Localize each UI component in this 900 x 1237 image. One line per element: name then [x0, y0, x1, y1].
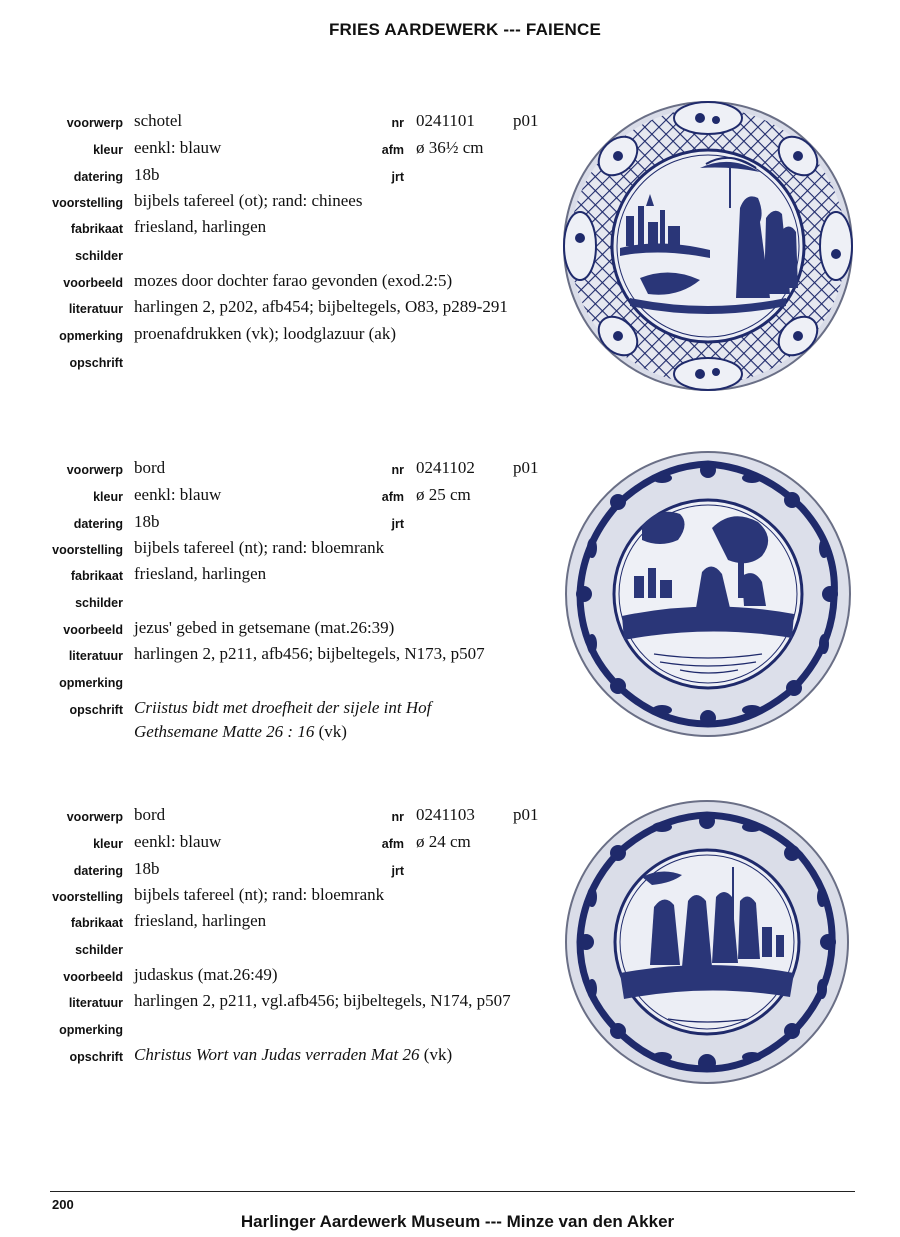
value-voorbeeld: mozes door dochter farao gevonden (exod.2:5) [134, 271, 453, 290]
label-voorwerp: voorwerp [66, 810, 123, 824]
plate-photo-judaskus [562, 797, 852, 1087]
label-opschrift: opschrift [69, 356, 123, 370]
value-voorwerp: schotel [134, 111, 183, 130]
value-opschrift-line-2 [134, 722, 347, 742]
label-afm: afm [381, 837, 404, 851]
value-voorbeeld: jezus' gebed in getsemane (mat.26:39) [134, 618, 395, 637]
label-literatuur: literatuur [68, 996, 123, 1010]
value-nr: 0241102 [416, 458, 475, 477]
value-opschrift [134, 1045, 452, 1065]
value-page-ref: p01 [513, 805, 539, 824]
label-voorwerp: voorwerp [66, 463, 123, 477]
value-fabrikaat: friesland, harlingen [134, 911, 267, 930]
label-voorstelling: voorstelling [52, 196, 123, 210]
opschrift-suffix: (vk) [318, 722, 347, 741]
page-footer: Harlinger Aardewerk Museum --- Minze van den Akker [240, 1212, 675, 1231]
plate-photo-moses [560, 98, 856, 394]
page-header: FRIES AARDEWERK --- FAIENCE [328, 20, 602, 39]
label-voorbeeld: voorbeeld [63, 623, 123, 637]
label-kleur: kleur [93, 837, 123, 851]
label-fabrikaat: fabrikaat [70, 916, 123, 930]
label-voorbeeld: voorbeeld [63, 970, 123, 984]
value-voorstelling: bijbels tafereel (nt); rand: bloemrank [134, 885, 385, 904]
label-jrt: jrt [391, 864, 404, 878]
label-opmerking: opmerking [59, 676, 123, 690]
label-datering: datering [73, 170, 123, 184]
label-jrt: jrt [391, 517, 404, 531]
value-kleur: eenkl: blauw [134, 485, 222, 504]
label-literatuur: literatuur [68, 649, 123, 663]
value-voorwerp: bord [134, 458, 166, 477]
label-fabrikaat: fabrikaat [70, 569, 123, 583]
label-schilder: schilder [75, 943, 123, 957]
label-nr: nr [391, 463, 404, 477]
value-voorwerp: bord [134, 805, 166, 824]
label-voorstelling: voorstelling [52, 890, 123, 904]
opschrift-line-2: Gethsemane Matte 26 : 16 [134, 722, 315, 741]
label-fabrikaat: fabrikaat [70, 222, 123, 236]
value-voorbeeld: judaskus (mat.26:49) [134, 965, 278, 984]
label-datering: datering [73, 864, 123, 878]
value-voorstelling: bijbels tafereel (ot); rand: chinees [134, 191, 363, 210]
value-afm: ø 25 cm [416, 485, 471, 504]
value-opmerking: proenafdrukken (vk); loodglazuur (ak) [134, 324, 396, 343]
label-voorbeeld: voorbeeld [63, 276, 123, 290]
label-opschrift: opschrift [69, 703, 123, 717]
label-afm: afm [381, 143, 404, 157]
footer-divider [50, 1191, 855, 1192]
page-number: 200 [52, 1197, 74, 1212]
value-literatuur: harlingen 2, p211, vgl.afb456; bijbeltegels, N174, p507 [134, 991, 511, 1010]
label-kleur: kleur [93, 143, 123, 157]
value-literatuur: harlingen 2, p202, afb454; bijbeltegels, O83, p289-291 [134, 297, 508, 316]
value-afm: ø 36½ cm [416, 138, 484, 157]
value-opschrift: Criistus bidt met droefheit der sijele int Hof [134, 698, 432, 717]
label-kleur: kleur [93, 490, 123, 504]
value-datering: 18b [134, 512, 160, 531]
label-nr: nr [391, 810, 404, 824]
label-opmerking: opmerking [59, 1023, 123, 1037]
label-datering: datering [73, 517, 123, 531]
label-schilder: schilder [75, 596, 123, 610]
value-kleur: eenkl: blauw [134, 832, 222, 851]
label-schilder: schilder [75, 249, 123, 263]
value-kleur: eenkl: blauw [134, 138, 222, 157]
value-afm: ø 24 cm [416, 832, 471, 851]
opschrift-line-1: Christus Wort van Judas verraden Mat 26 [134, 1045, 420, 1064]
value-datering: 18b [134, 859, 160, 878]
value-nr: 0241103 [416, 805, 475, 824]
label-afm: afm [381, 490, 404, 504]
opschrift-suffix: (vk) [423, 1045, 453, 1064]
value-fabrikaat: friesland, harlingen [134, 564, 267, 583]
label-voorwerp: voorwerp [66, 116, 123, 130]
value-literatuur: harlingen 2, p211, afb456; bijbeltegels, N173, p507 [134, 644, 485, 663]
label-opmerking: opmerking [59, 329, 123, 343]
label-nr: nr [391, 116, 404, 130]
label-voorstelling: voorstelling [52, 543, 123, 557]
label-jrt: jrt [391, 170, 404, 184]
label-opschrift: opschrift [69, 1050, 123, 1064]
value-datering: 18b [134, 165, 160, 184]
value-nr: 0241101 [416, 111, 475, 130]
label-literatuur: literatuur [68, 302, 123, 316]
value-page-ref: p01 [513, 458, 539, 477]
value-fabrikaat: friesland, harlingen [134, 217, 267, 236]
value-page-ref: p01 [513, 111, 539, 130]
plate-photo-gethsemane [562, 448, 854, 740]
value-voorstelling: bijbels tafereel (nt); rand: bloemrank [134, 538, 385, 557]
